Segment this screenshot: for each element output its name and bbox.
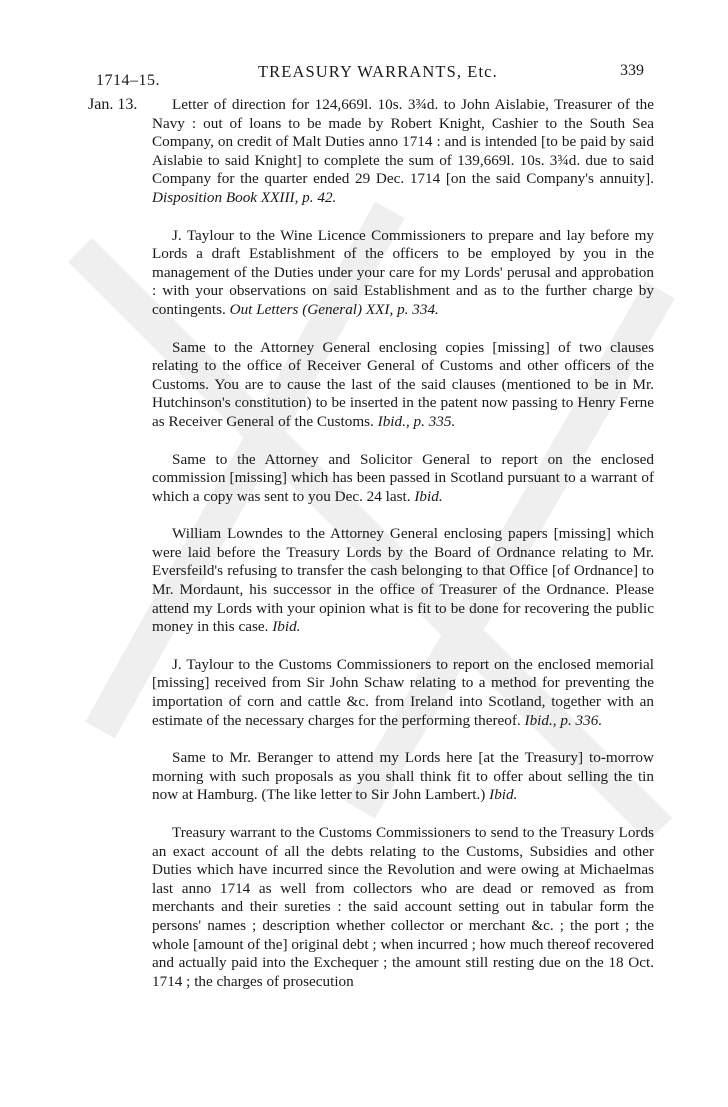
entry-paragraph (152, 96, 654, 208)
entry-text: Letter of direction for 124,669l. 10s. 3¾d. to John Aislabie, Treasurer of the Navy : out of loans to be made by Robert Knight, Cashier to the South Sea Company, on credit of Malt Duties anno 1714 : and is intended [to be paid by said Aislabie to said Knight] to complete the sum of 139,669l. 10s. 3¾d. due to said Company for the quarter ended 29 Dec. 1714 [on the said Company's annuity]. (152, 96, 654, 188)
entry-paragraph (152, 339, 654, 432)
entry-text: William Lowndes to the Attorney General enclosing papers [missing] which were laid before the Treasury Lords by the Board of Ordnance relating to Mr. Eversfeild's refusing to transfer the cash belonging to that Office [of Ordnance] to Mr. Mordaunt, his successor in the office of Treasurer of the Ordnance. Please attend my Lords with your opinion what is fit to be done for recovering the public money in this case. (152, 525, 654, 636)
entry-reference: Ibid. (272, 618, 301, 636)
entry-paragraph (152, 656, 654, 730)
entry-paragraph (152, 227, 654, 320)
entry-reference: Out Letters (General) XXI, p. 334. (229, 300, 439, 318)
entry-text: Same to the Attorney General enclosing copies [missing] of two clauses relating to the office of Receiver General of Customs and other officers of the Customs. You are to cause the last of the said clauses (mentioned to be in Mr. Hutchinson's constitution) to be inserted in the patent now passing to Henry Ferne as Receiver General of the Customs. (152, 338, 654, 430)
margin-date: Jan. 13. (88, 96, 138, 113)
entry-reference: Ibid. (414, 487, 443, 505)
entry-paragraph (152, 824, 654, 991)
entry-paragraph (152, 525, 654, 637)
entry-reference: Ibid., p. 336. (524, 711, 603, 729)
entry-reference: Disposition Book XXIII, p. 42. (152, 188, 337, 206)
document-body (152, 96, 654, 1010)
entry-text: Same to Mr. Beranger to attend my Lords here [at the Treasury] to-morrow morning with such proposals as you shall think fit to offer about selling the tin now at Hamburg. (The like letter to Sir John Lambert.) (152, 749, 654, 804)
entry-paragraph (152, 749, 654, 805)
entry-paragraph (152, 451, 654, 507)
entry-reference: Ibid., p. 335. (377, 412, 456, 430)
entry-text: J. Taylour to the Wine Licence Commissioners to prepare and lay before my Lords a draft Establishment of the officers to be employed by you in the management of the Duties under your care for my Lords' perusal and approbation : with your observations on said Establishment and as to the further charge by contingents. (152, 226, 654, 318)
entry-reference: Ibid. (489, 786, 518, 804)
header-year: 1714–15. (96, 72, 160, 89)
running-head-title: TREASURY WARRANTS, Etc. (258, 62, 498, 81)
page-number: 339 (620, 62, 644, 79)
entry-text: Treasury warrant to the Customs Commissioners to send to the Treasury Lords an exact account of all the debts relating to the Customs, Subsidies and other Duties which have incurred since the Revolution and were owing at Michaelmas last anno 1714 as well from collectors who are dead or removed as from merchants and their sureties : the said account setting out in tabular form the persons' names ; description whether collector or merchant &c. ; the port ; the whole [amount of the] original debt ; when incurred ; how much thereof recovered and actually paid into the Exchequer ; the amount still resting due on the 18 Oct. 1714 ; the charges of prosecution (152, 824, 654, 990)
entry-text: Same to the Attorney and Solicitor General to report on the enclosed commission [missing] which has been passed in Scotland pursuant to a warrant of which a copy was sent to you Dec. 24 last. (152, 450, 654, 505)
entry-text: J. Taylour to the Customs Commissioners to report on the enclosed memorial [missing] received from Sir John Schaw relating to a method for preventing the importation of corn and cattle &c. from Ireland into Scotland, together with an estimate of the necessary charges for the performing thereof. (152, 655, 654, 729)
